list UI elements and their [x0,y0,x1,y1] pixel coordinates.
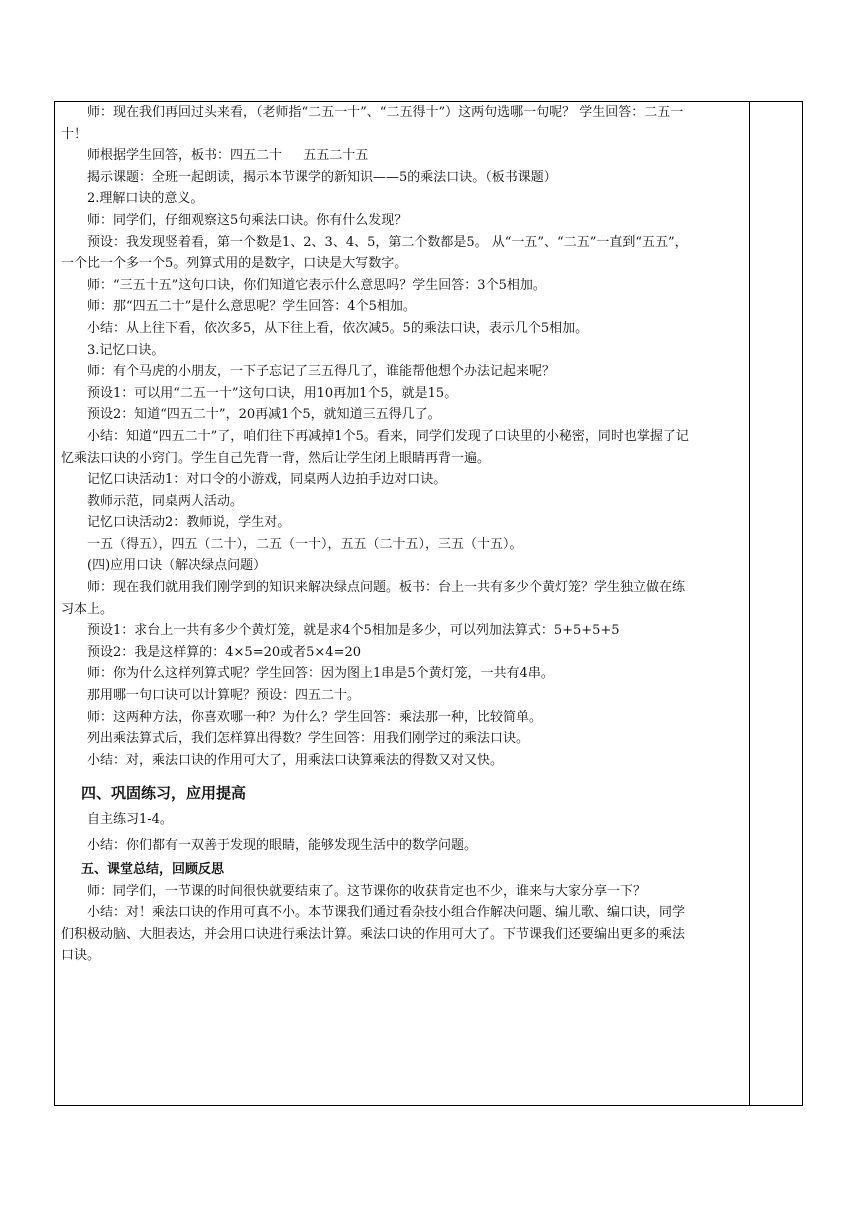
lesson-paragraph: 预设：我发现竖着看，第一个数是1、2、3、4、5，第二个数都是5。 从“一五”、“二五”一直到“五五”，一个比一个多一个5。列算式用的是数字，口诀是大写数字。 [61,234,688,272]
main-cell [61,102,692,967]
lesson-paragraph: 预设1：求台上一共有多少个黄灯笼，就是求4个5相加是多少，可以列加法算式：5+5+5+5 [87,623,620,639]
lesson-paragraph: 3.记忆口诀。 [87,342,165,358]
lesson-paragraph: 记忆口诀活动2：教师说，学生对。 [87,515,291,531]
section-4-heading: 四、巩固练习，应用提高 [81,784,247,803]
lesson-paragraphs [61,102,692,771]
lesson-paragraph: 一五（得五），四五（二十），二五（一十），五五（二十五），三五（十五）。 [87,536,523,552]
lesson-paragraph: 师：你为什么这样列算式呢？学生回答：因为图上1串是5个黄灯笼，一共有4串。 [87,666,554,682]
lesson-paragraph: 师：那“四五二十”是什么意思呢？学生回答：4个5相加。 [87,299,416,315]
section-5-summary: 小结：对！乘法口诀的作用可真不小。本节课我们通过看杂技小组合作解决问题、编儿歌、编口诀，同学们积极动脑、大胆表达，并会用口诀进行乘法计算。乘法口诀的作用可大了。下节课我们还要编出更多的乘法口诀。 [61,905,686,964]
lesson-paragraph: 小结：对，乘法口诀的作用可大了，用乘法口诀算乘法的得数又对又快。 [87,752,504,768]
lesson-paragraph: 预设1：可以用“二五一十”这句口诀，用10再加1个5，就是15。 [87,385,458,401]
section-4-paragraph: 自主练习1-4。 [87,812,173,828]
lesson-paragraph: 小结：从上往下看，依次多5，从下往上看，依次减5。5的乘法口诀，表示几个5相加。 [87,320,589,336]
lesson-paragraph: 记忆口诀活动1：对口令的小游戏，同桌两人边拍手边对口诀。 [87,472,447,488]
lesson-paragraph: 师：同学们，仔细观察这5句乘法口诀。你有什么发现？ [87,212,408,228]
lesson-paragraph: (四)应用口诀（解决绿点问题） [87,558,267,574]
lesson-paragraph: 师：有个马虎的小朋友，一下子忘记了三五得几了，谁能帮他想个办法记起来呢？ [87,364,556,380]
section-5-paragraph: 师：同学们，一节课的时间很快就要结束了。这节课你的收获肯定也不少，谁来与大家分享一下？ [87,883,647,899]
lesson-table [54,101,803,1106]
lesson-paragraph: 教师示范，同桌两人活动。 [87,493,244,509]
section-5-heading: 五、课堂总结，回顾反思 [81,861,225,877]
lesson-paragraph: 那用哪一句口诀可以计算呢？预设：四五二十。 [87,688,361,704]
lesson-paragraph: 师：这两种方法，你喜欢哪一种？为什么？学生回答：乘法那一种，比较简单。 [87,709,543,725]
lesson-paragraph: 预设2：我是这样算的：4×5=20或者5×4=20 [87,644,362,660]
lesson-paragraph: 师根据学生回答，板书：四五二十 五五二十五 [87,148,369,164]
lesson-paragraph: 2.理解口诀的意义。 [87,191,204,207]
lesson-paragraph: 列出乘法算式后，我们怎样算出得数？学生回答：用我们刚学过的乘法口诀。 [87,731,530,747]
lesson-paragraph: 师：“三五十五”这句口诀，你们知道它表示什么意思吗？学生回答：3个5相加。 [87,277,546,293]
column-divider [749,102,750,1105]
lesson-paragraph: 预设2：知道“四五二十”，20再减1个5，就知道三五得几了。 [87,407,441,423]
lesson-paragraph: 揭示课题：全班一起朗读，揭示本节课学的新知识——5的乘法口诀。（板书课题） [87,169,557,185]
lesson-paragraph: 师：现在我们再回过头来看，（老师指“二五一十”、“二五得十”）这两句选哪一句呢？ 学生回答：二五一十！ [61,105,684,142]
section-4-summary: 小结：你们都有一双善于发现的眼睛，能够发现生活中的数学问题。 [87,838,478,853]
lesson-paragraph: 师：现在我们就用我们刚学到的知识来解决绿点问题。板书：台上一共有多少个黄灯笼？学生独立做在练习本上。 [61,580,686,617]
lesson-paragraph: 小结：知道“四五二十”了，咱们往下再减掉1个5。看来，同学们发现了口诀里的小秘密，同时也掌握了记忆乘法口诀的小窍门。学生自己先背一背，然后让学生闭上眼睛再背一遍。 [61,428,689,466]
